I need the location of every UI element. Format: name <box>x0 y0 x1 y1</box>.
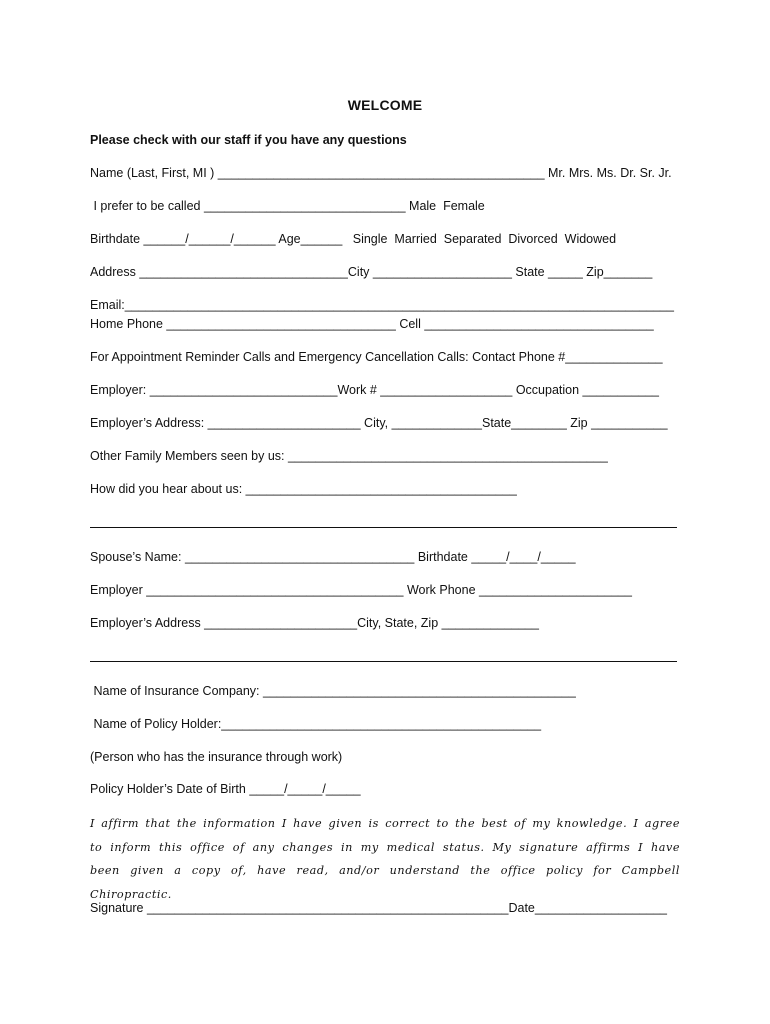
policy-holder-note: (Person who has the insurance through work) <box>90 750 343 764</box>
form-title: WELCOME <box>347 97 423 113</box>
spouse-employer-address-field[interactable]: Employer’s Address ______________________City, State, Zip ______________ <box>90 616 539 630</box>
policy-holder-dob-field[interactable]: Policy Holder’s Date of Birth _____/_____/_____ <box>90 782 361 796</box>
phone-field[interactable]: Home Phone _________________________________ Cell _________________________________ <box>90 317 654 331</box>
form-subtitle: Please check with our staff if you have any questions <box>90 133 407 147</box>
family-members-field[interactable]: Other Family Members seen by us: ______________________________________________ <box>90 449 608 463</box>
address-field[interactable]: Address ______________________________City ____________________ State _____ Zip_______ <box>90 265 653 279</box>
signature-date-field[interactable]: Signature ____________________________________________________Date___________________ <box>90 901 667 915</box>
employer-address-field[interactable]: Employer’s Address: ______________________ City, _____________State________ Zip ___________ <box>90 416 668 430</box>
name-field[interactable]: Name (Last, First, MI ) _______________________________________________ Mr. Mrs. Ms. Dr. Sr. Jr. <box>90 166 672 180</box>
section-divider <box>90 661 677 662</box>
policy-holder-field[interactable]: Name of Policy Holder:______________________________________________ <box>90 717 542 731</box>
reminder-phone-field[interactable]: For Appointment Reminder Calls and Emergency Cancellation Calls: Contact Phone #______________ <box>90 350 663 364</box>
referral-field[interactable]: How did you hear about us: _______________________________________ <box>90 482 517 496</box>
preferred-name-field[interactable]: I prefer to be called _____________________________ Male Female <box>90 199 485 213</box>
section-divider <box>90 527 677 528</box>
spouse-name-field[interactable]: Spouse’s Name: _________________________________ Birthdate _____/____/_____ <box>90 550 576 564</box>
insurance-company-field[interactable]: Name of Insurance Company: _____________________________________________ <box>90 684 576 698</box>
employer-field[interactable]: Employer: ___________________________Work # ___________________ Occupation ___________ <box>90 383 660 397</box>
email-field[interactable]: Email:_______________________________________________________________________________ <box>90 298 674 312</box>
spouse-employer-field[interactable]: Employer _____________________________________ Work Phone ______________________ <box>90 583 632 597</box>
affirmation-statement: I affirm that the information I have given is correct to the best of my knowledge. I agree to inform this office of any changes in my medical status. My signature affirms I have been given a copy of, have read, and/or understand the office policy for Campbell Chiropractic. <box>90 817 680 901</box>
birthdate-age-marital-field[interactable]: Birthdate ______/______/______ Age______ Single Married Separated Divorced Widowed <box>90 232 617 246</box>
